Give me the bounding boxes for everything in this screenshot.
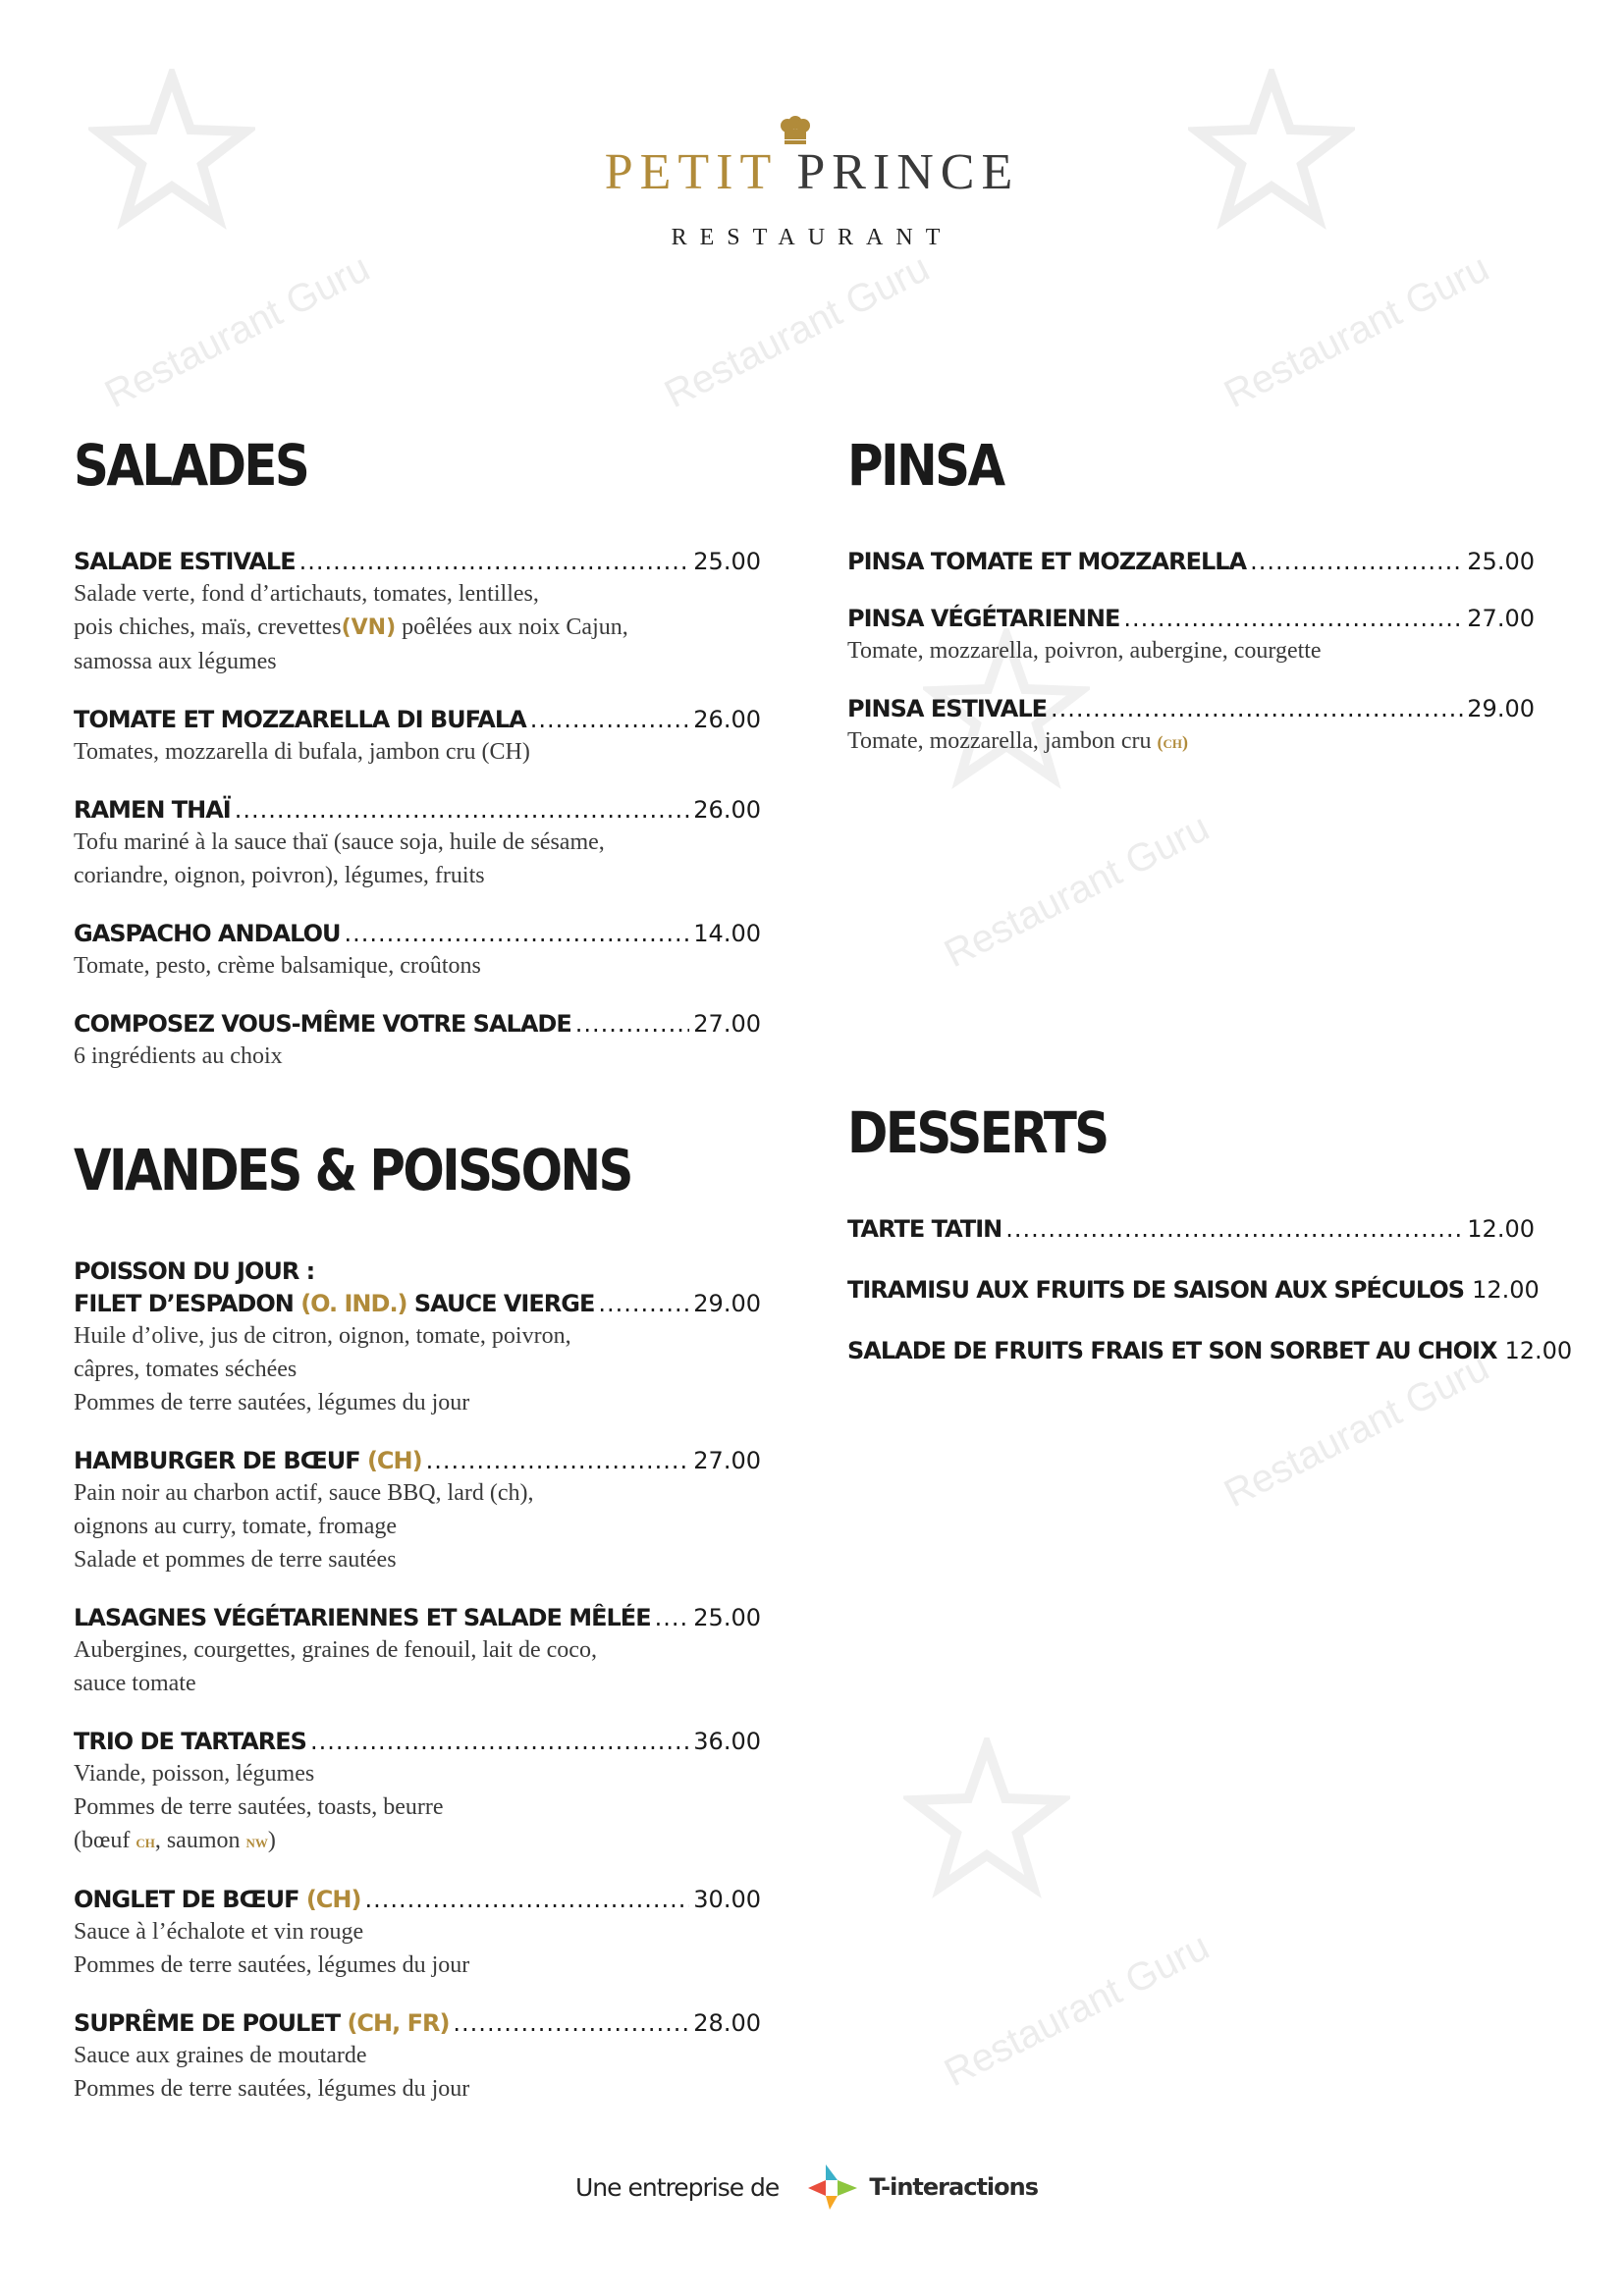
salades-list bbox=[74, 546, 761, 1098]
item-name: PINSA TOMATE ET MOZZARELLA bbox=[847, 548, 1247, 575]
footer-text: Une entreprise de bbox=[575, 2172, 780, 2202]
watermark-text: Restaurant Guru bbox=[938, 805, 1217, 977]
item-description: 6 ingrédients au choix bbox=[74, 1043, 283, 1069]
item-name: SALADE DE FRUITS FRAIS ET SON SORBET AU CHOIX bbox=[847, 1337, 1497, 1364]
item-name: TRIO DE TARTARES bbox=[74, 1728, 306, 1755]
item-price: 30.00 bbox=[693, 1886, 761, 1913]
item-price: 12.00 bbox=[1467, 1215, 1535, 1243]
menu-item bbox=[74, 1255, 761, 1419]
item-name: ONGLET DE BŒUF (CH) bbox=[74, 1886, 361, 1913]
menu-item bbox=[74, 704, 761, 769]
item-description: Tomate, pesto, crème balsamique, croûtons bbox=[74, 953, 481, 979]
origin-tag: (CH) bbox=[366, 1447, 422, 1474]
item-price: 29.00 bbox=[693, 1290, 761, 1317]
item-description: Tomates, mozzarella di bufala, jambon cru (CH) bbox=[74, 739, 530, 765]
item-name: FILET D’ESPADON (O. IND.) SAUCE VIERGE bbox=[74, 1290, 595, 1317]
item-description: Viande, poisson, légumes Pommes de terre sautées, toasts, beurre (bœuf ch, saumon nw) bbox=[74, 1761, 444, 1853]
item-name: SUPRÊME DE POULET (CH, FR) bbox=[74, 2009, 450, 2037]
menu-item bbox=[74, 1602, 761, 1700]
t-interactions-logo-icon bbox=[798, 2163, 863, 2212]
desserts-list bbox=[847, 1213, 1573, 1392]
menu-item bbox=[74, 1884, 761, 1982]
item-price: 29.00 bbox=[1467, 695, 1535, 722]
section-title-salades: SALADES bbox=[74, 432, 308, 499]
menu-item bbox=[847, 546, 1535, 577]
item-price: 12.00 bbox=[1504, 1337, 1573, 1364]
menu-item bbox=[847, 1274, 1540, 1306]
watermark-text: Restaurant Guru bbox=[658, 245, 937, 417]
item-description: Huile d’olive, jus de citron, oignon, tomate, poivron, câpres, tomates séchées Pommes de terre sautées, légumes du jour bbox=[74, 1323, 571, 1415]
item-name: PINSA VÉGÉTARIENNE bbox=[847, 605, 1120, 632]
item-price: 27.00 bbox=[693, 1010, 761, 1038]
menu-item bbox=[847, 1335, 1573, 1366]
item-name: SALADE ESTIVALE bbox=[74, 548, 296, 575]
right-column bbox=[847, 0, 1573, 2296]
watermark-text: Restaurant Guru bbox=[1218, 1345, 1496, 1517]
origin-tag: (O. IND.) bbox=[300, 1290, 407, 1317]
menu-item bbox=[74, 918, 761, 983]
item-price: 27.00 bbox=[693, 1447, 761, 1474]
item-price: 27.00 bbox=[1467, 605, 1535, 632]
watermark-text: Restaurant Guru bbox=[938, 1924, 1217, 2096]
item-price: 28.00 bbox=[693, 2009, 761, 2037]
item-price: 25.00 bbox=[1467, 548, 1535, 575]
origin-tag: ch bbox=[135, 1832, 155, 1851]
item-name: COMPOSEZ VOUS-MÊME VOTRE SALADE bbox=[74, 1010, 571, 1038]
brand-word-1: PETIT bbox=[604, 144, 778, 200]
menu-item bbox=[74, 794, 761, 892]
origin-tag: (VN) bbox=[341, 615, 397, 640]
viandes-list bbox=[74, 1255, 761, 2131]
item-price: 26.00 bbox=[693, 706, 761, 733]
section-title-desserts: DESSERTS bbox=[847, 1099, 1108, 1166]
menu-item bbox=[74, 1008, 761, 1073]
item-name: TIRAMISU AUX FRUITS DE SAISON AUX SPÉCULOS bbox=[847, 1276, 1465, 1304]
item-name: HAMBURGER DE BŒUF (CH) bbox=[74, 1447, 422, 1474]
item-description: Salade verte, fond d’artichauts, tomates, lentilles, pois chiches, maïs, crevettes(VN) poêlées aux noix Cajun, samossa aux légumes bbox=[74, 581, 628, 674]
item-price: 12.00 bbox=[1472, 1276, 1540, 1304]
item-description: Aubergines, courgettes, graines de fenouil, lait de coco, sauce tomate bbox=[74, 1637, 597, 1696]
origin-tag: (CH, FR) bbox=[347, 2009, 450, 2037]
item-name: RAMEN THAÏ bbox=[74, 796, 231, 824]
brand-word-2: PRINCE bbox=[796, 144, 1020, 200]
item-prefix: POISSON DU JOUR : bbox=[74, 1257, 315, 1285]
item-price: 36.00 bbox=[693, 1728, 761, 1755]
section-title-viandes: VIANDES & POISSONS bbox=[74, 1137, 631, 1203]
footer-brand: T-interactions bbox=[869, 2173, 1038, 2201]
menu-item bbox=[74, 546, 761, 678]
origin-tag: (ch) bbox=[1157, 732, 1189, 752]
item-name: PINSA ESTIVALE bbox=[847, 695, 1048, 722]
item-description: Tomate, mozzarella, jambon cru (ch) bbox=[847, 728, 1189, 754]
menu-item bbox=[74, 1445, 761, 1576]
menu-item bbox=[74, 1726, 761, 1858]
item-description: Sauce aux graines de moutarde Pommes de terre sautées, légumes du jour bbox=[74, 2043, 470, 2102]
section-title-pinsa: PINSA bbox=[847, 432, 1003, 499]
item-description: Tomate, mozzarella, poivron, aubergine, courgette bbox=[847, 638, 1322, 664]
menu-item bbox=[847, 693, 1535, 759]
item-name: TOMATE ET MOZZARELLA DI BUFALA bbox=[74, 706, 526, 733]
menu-item bbox=[847, 603, 1535, 667]
item-description: Sauce à l’échalote et vin rouge Pommes de terre sautées, légumes du jour bbox=[74, 1919, 470, 1978]
item-price: 14.00 bbox=[693, 920, 761, 947]
item-name: TARTE TATIN bbox=[847, 1215, 1002, 1243]
menu-item bbox=[847, 1213, 1535, 1245]
left-column bbox=[74, 0, 761, 2296]
brand-subtitle: RESTAURANT bbox=[671, 225, 953, 250]
origin-tag: nw bbox=[245, 1832, 268, 1851]
chef-hat-icon bbox=[779, 116, 812, 145]
item-name: LASAGNES VÉGÉTARIENNES ET SALADE MÊLÉE bbox=[74, 1604, 651, 1631]
menu-item bbox=[74, 2007, 761, 2106]
origin-tag: (CH) bbox=[305, 1886, 361, 1913]
pinsa-list bbox=[847, 546, 1535, 784]
watermark-text: Restaurant Guru bbox=[1218, 245, 1496, 417]
footer bbox=[575, 2163, 1038, 2212]
item-description: Pain noir au charbon actif, sauce BBQ, lard (ch), oignons au curry, tomate, fromage Salade et pommes de terre sautées bbox=[74, 1480, 534, 1573]
item-price: 26.00 bbox=[693, 796, 761, 824]
item-price: 25.00 bbox=[693, 548, 761, 575]
watermark-text: Restaurant Guru bbox=[98, 245, 377, 417]
item-price: 25.00 bbox=[693, 1604, 761, 1631]
item-name: GASPACHO ANDALOU bbox=[74, 920, 341, 947]
item-description: Tofu mariné à la sauce thaï (sauce soja, huile de sésame, coriandre, oignon, poivron), légumes, fruits bbox=[74, 829, 605, 888]
